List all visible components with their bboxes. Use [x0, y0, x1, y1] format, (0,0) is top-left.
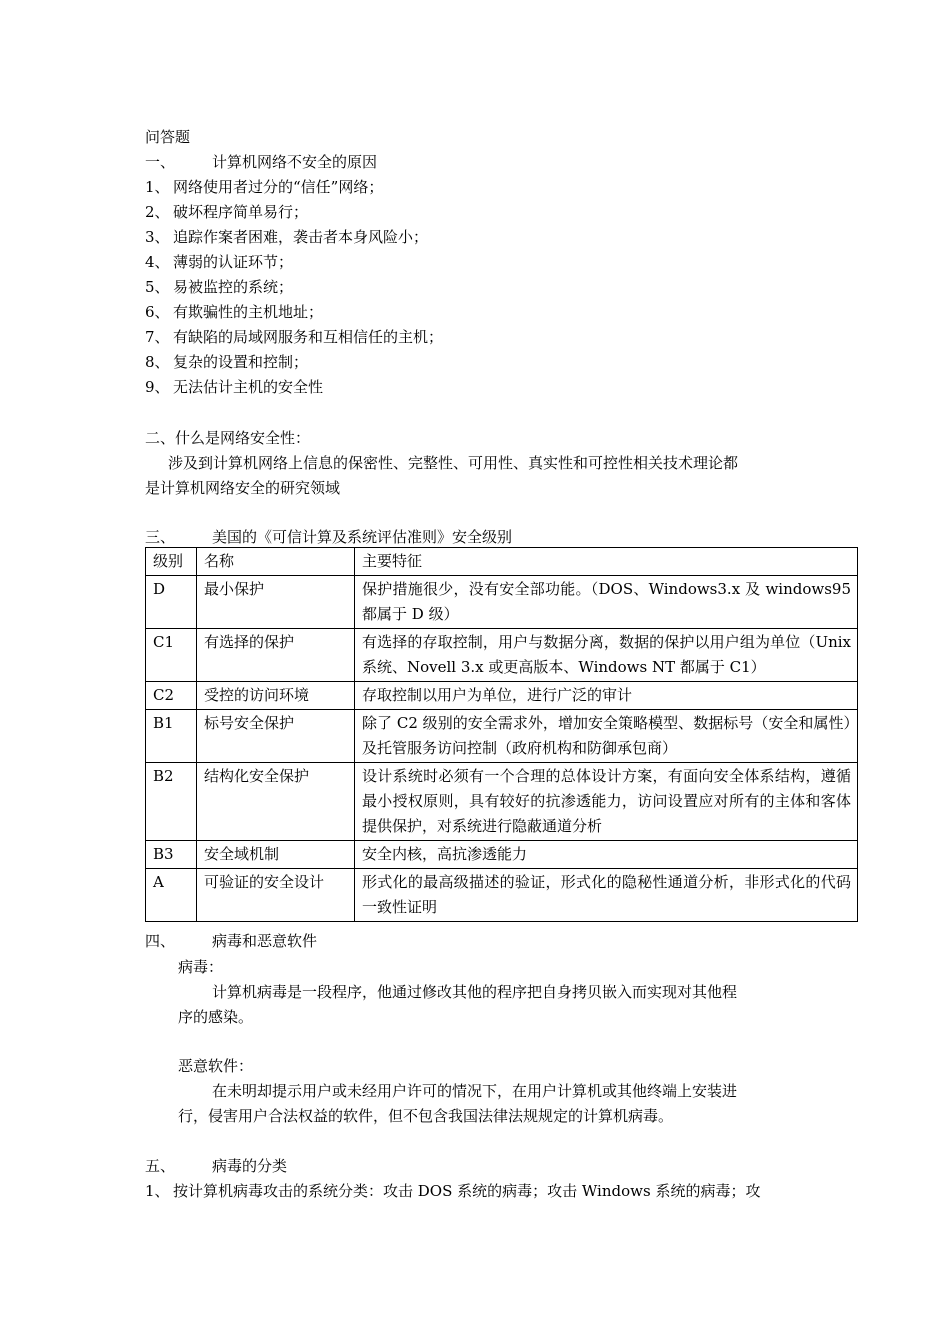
level-cell: B1 [146, 710, 197, 763]
malware-body-line: 行，侵害用户合法权益的软件，但不包含我国法律法规规定的计算机病毒。 [178, 1107, 674, 1125]
name-cell: 结构化安全保护 [197, 763, 355, 841]
name-cell: 可验证的安全设计 [197, 869, 355, 922]
feature-cell: 存取控制以用户为单位，进行广泛的审计 [355, 682, 858, 710]
feature-cell: 安全内核，高抗渗透能力 [355, 841, 858, 869]
virus-body-line: 序的感染。 [178, 1008, 254, 1026]
name-cell: 有选择的保护 [197, 629, 355, 682]
table-row [146, 682, 858, 710]
section-number: 一、 [145, 153, 176, 171]
section-4-heading [145, 931, 317, 951]
name-cell: 标号安全保护 [197, 710, 355, 763]
table-row [146, 629, 858, 682]
item-text: 按计算机病毒攻击的系统分类：攻击 DOS 系统的病毒；攻击 Windows 系统的病毒；攻 [173, 1182, 761, 1200]
malware-body-line: 在未明却提示用户或未经用户许可的情况下，在用户计算机或其他终端上安装进 [212, 1082, 738, 1100]
security-levels-table [145, 547, 858, 922]
feature-cell: 有选择的存取控制，用户与数据分离，数据的保护以用户组为单位（Unix 系统、Novell 3.x 或更高版本、Windows NT 都属于 C1） [355, 629, 858, 682]
list-item [145, 377, 323, 397]
table-row [146, 841, 858, 869]
table-row [146, 869, 858, 922]
level-cell: B3 [146, 841, 197, 869]
item-number: 4、 [145, 253, 170, 271]
item-text: 有缺陷的局域网服务和互相信任的主机； [173, 328, 444, 346]
table-header-row [146, 548, 858, 576]
header-cell: 级别 [146, 548, 197, 576]
level-cell: A [146, 869, 197, 922]
item-text: 有欺骗性的主机地址； [173, 303, 324, 321]
item-number: 1、 [145, 1182, 170, 1200]
list-item [145, 252, 293, 272]
section-3-heading [145, 527, 512, 547]
list-item [145, 352, 308, 372]
item-number: 3、 [145, 228, 170, 246]
section-title: 美国的《可信计算及系统评估准则》安全级别 [212, 528, 513, 546]
malware-label: 恶意软件： [178, 1057, 254, 1075]
list-item [145, 1181, 760, 1201]
doc-title: 问答题 [145, 128, 191, 146]
section-number: 三、 [145, 528, 176, 546]
list-item [145, 227, 428, 247]
name-cell: 安全域机制 [197, 841, 355, 869]
section-5-heading [145, 1156, 287, 1176]
section-2-body-line: 是计算机网络安全的研究领域 [145, 479, 341, 497]
name-cell: 最小保护 [197, 576, 355, 629]
item-number: 9、 [145, 378, 170, 396]
item-text: 无法估计主机的安全性 [173, 378, 324, 396]
level-cell: C2 [146, 682, 197, 710]
item-text: 追踪作案者困难，袭击者本身风险小； [173, 228, 429, 246]
item-text: 薄弱的认证环节； [173, 253, 294, 271]
item-number: 2、 [145, 203, 170, 221]
feature-cell: 保护措施很少，没有安全部功能。（DOS、Windows3.x 及 windows95 都属于 D 级） [355, 576, 858, 629]
feature-cell: 形式化的最高级描述的验证，形式化的隐秘性通道分析，非形式化的代码一致性证明 [355, 869, 858, 922]
section-2-body-line: 涉及到计算机网络上信息的保密性、完整性、可用性、真实性和可控性相关技术理论都 [168, 454, 739, 472]
item-text: 复杂的设置和控制； [173, 353, 309, 371]
header-cell: 主要特征 [355, 548, 858, 576]
item-number: 5、 [145, 278, 170, 296]
virus-label: 病毒： [178, 958, 224, 976]
item-number: 7、 [145, 328, 170, 346]
header-cell: 名称 [197, 548, 355, 576]
section-title: 病毒的分类 [212, 1157, 288, 1175]
section-1-heading [145, 152, 377, 172]
item-text: 网络使用者过分的“信任”网络； [173, 178, 384, 196]
section-title: 病毒和恶意软件 [212, 932, 318, 950]
item-number: 6、 [145, 303, 170, 321]
virus-body-line: 计算机病毒是一段程序，他通过修改其他的程序把自身拷贝嵌入而实现对其他程 [212, 983, 738, 1001]
feature-cell: 除了 C2 级别的安全需求外，增加安全策略模型、数据标号（安全和属性）及托管服务访问控制（政府机构和防御承包商） [355, 710, 858, 763]
section-number: 五、 [145, 1157, 176, 1175]
level-cell: B2 [146, 763, 197, 841]
item-text: 易被监控的系统； [173, 278, 294, 296]
name-cell: 受控的访问环境 [197, 682, 355, 710]
item-text: 破坏程序简单易行； [173, 203, 309, 221]
section-number: 四、 [145, 932, 176, 950]
list-item [145, 277, 293, 297]
item-number: 1、 [145, 178, 170, 196]
item-number: 8、 [145, 353, 170, 371]
section-2-heading: 二、什么是网络安全性： [145, 429, 311, 447]
table-row [146, 763, 858, 841]
list-item [145, 177, 383, 197]
table-row [146, 576, 858, 629]
list-item [145, 327, 443, 347]
level-cell: D [146, 576, 197, 629]
table-row [146, 710, 858, 763]
feature-cell: 设计系统时必须有一个合理的总体设计方案，有面向安全体系结构，遵循最小授权原则，具有较好的抗渗透能力，访问设置应对所有的主体和客体提供保护，对系统进行隐蔽通道分析 [355, 763, 858, 841]
list-item [145, 202, 308, 222]
list-item [145, 302, 323, 322]
level-cell: C1 [146, 629, 197, 682]
section-title: 计算机网络不安全的原因 [212, 153, 378, 171]
